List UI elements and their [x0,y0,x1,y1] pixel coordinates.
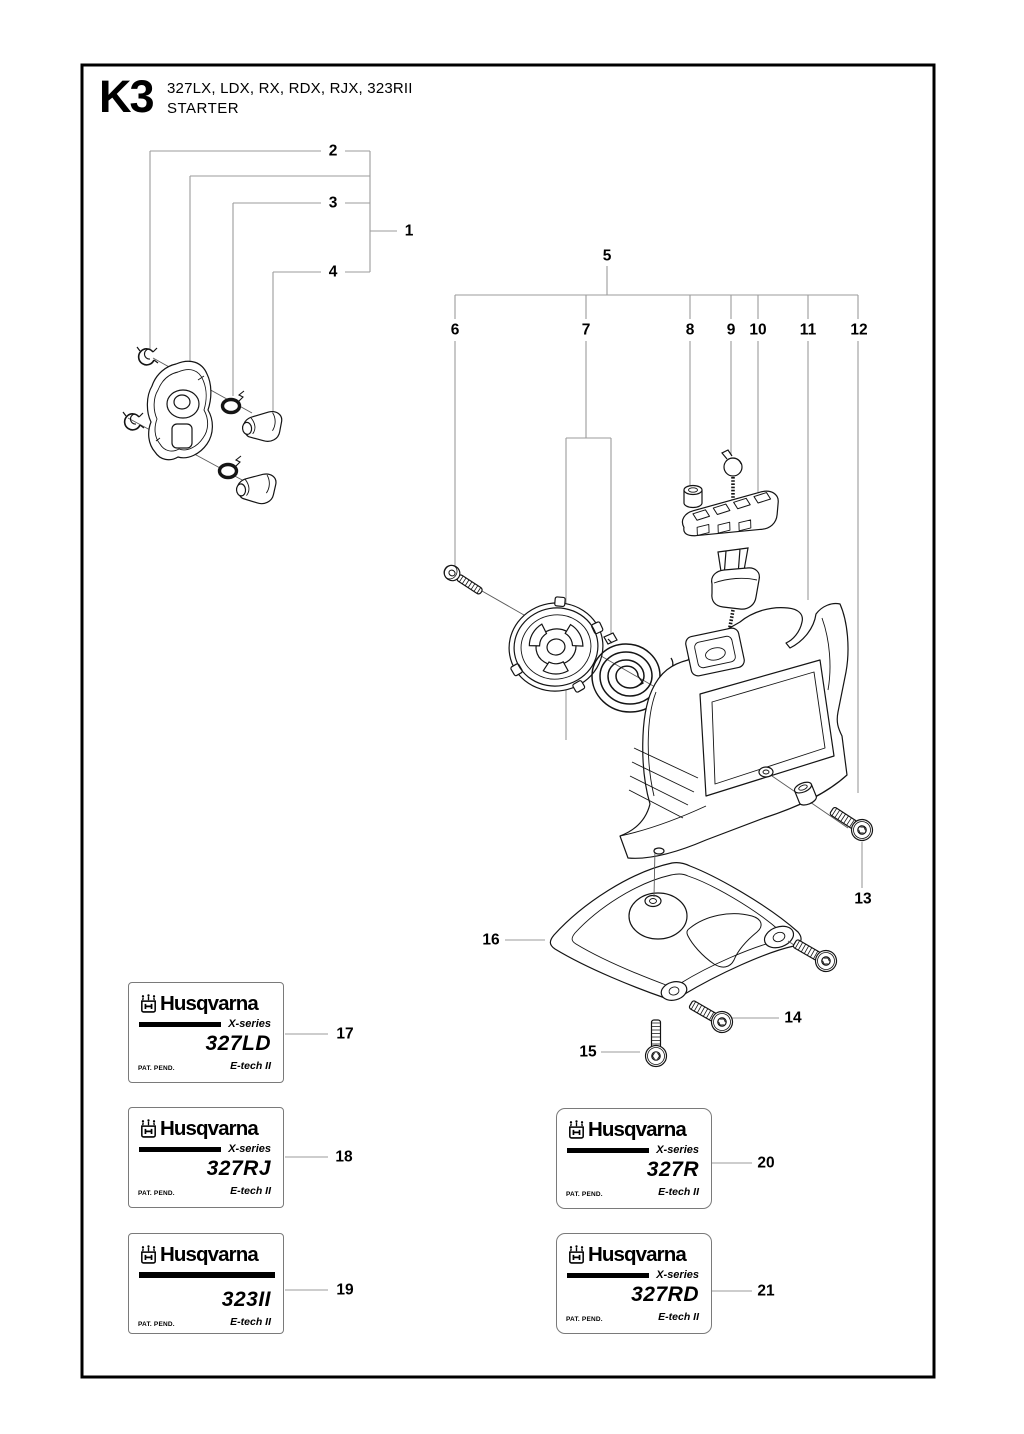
baseplate-screw-vertical [646,1020,667,1067]
decal-brand: Husqvarna [588,1118,686,1142]
decal-etech-text: E-tech II [230,1060,271,1073]
section-code: K3 [99,71,153,122]
callout-20: 20 [757,1154,775,1172]
baseplate-screw-lower [686,995,737,1036]
pulley-and-spring-group [441,562,688,712]
section-title: STARTER [167,100,240,117]
husqvarna-crown-icon [138,1245,159,1266]
decal-model: 327R [646,1158,699,1181]
decal-series-label: X-series [228,1143,271,1155]
callout-1: 1 [404,222,414,240]
decal-etech-text: E-tech II [230,1316,271,1329]
decal-patent-text: PAT. PEND. [138,1065,175,1073]
decal-brand: Husqvarna [588,1243,686,1267]
decal-patent-text: PAT. PEND. [138,1190,175,1198]
decal-series-label: X-series [228,1018,271,1030]
decal-footer [138,1185,274,1197]
starter-housing [620,603,877,858]
callout-9: 9 [726,321,736,339]
decal-patent-text: PAT. PEND. [138,1321,175,1329]
decal-brand: Husqvarna [160,1117,258,1141]
spring-clip [604,633,617,644]
decal-logo-row [138,1245,274,1266]
husqvarna-crown-icon [138,1119,159,1140]
decal-logo-row [566,1245,702,1266]
decal-logo-row [138,1119,274,1140]
callout-7: 7 [581,321,591,339]
decal-series-bar [139,1147,221,1152]
decal-etech-text: E-tech II [658,1311,699,1324]
starter-pulley [499,590,613,704]
starter-pawl-assembly [123,347,284,505]
decal-footer [566,1186,702,1198]
housing-screw [826,802,876,845]
grip-pommel [712,568,760,609]
decal-series-bar [139,1272,275,1278]
decal-327r [556,1108,712,1209]
callout-13: 13 [854,890,872,908]
decal-327ld [128,982,284,1083]
decal-series-label: X-series [656,1144,699,1156]
decal-series-row [138,1144,274,1155]
callout-2: 2 [328,142,338,160]
decal-etech-text: E-tech II [230,1185,271,1198]
callout-18: 18 [335,1148,353,1166]
decal-323ii [128,1233,284,1334]
decal-series-row [566,1145,702,1156]
decal-model: 327LD [205,1032,271,1055]
callout-3: 3 [328,194,338,212]
decal-patent-text: PAT. PEND. [566,1316,603,1324]
decal-footer [138,1316,274,1328]
baseplate-screw-right [790,934,841,975]
decal-patent-text: PAT. PEND. [566,1191,603,1199]
decal-series-bar [139,1022,221,1027]
decal-series-label: X-series [656,1269,699,1281]
decal-series-bar [567,1148,649,1153]
pulley-screw [441,562,485,598]
decal-model: 327RJ [206,1157,271,1180]
husqvarna-crown-icon [138,994,159,1015]
decal-model: 327RD [631,1283,699,1306]
decal-logo-row [138,994,274,1015]
callout-4: 4 [328,263,338,281]
pawl-carrier-plate [147,361,212,459]
decal-model: 323II [221,1288,271,1311]
rope-bushing [684,486,702,508]
callout-6: 6 [450,321,460,339]
decal-brand: Husqvarna [160,1243,258,1267]
model-list: 327LX, LDX, RX, RDX, RJX, 323RII [167,80,413,97]
callout-11: 11 [799,321,817,339]
decal-327rj [128,1107,284,1208]
husqvarna-crown-icon [566,1245,587,1266]
decal-327rd [556,1233,712,1334]
husqvarna-crown-icon [566,1120,587,1141]
decal-logo-row [566,1120,702,1141]
callout-12: 12 [850,321,868,339]
callout-10: 10 [749,321,767,339]
callout-16: 16 [482,931,500,949]
callout-15: 15 [579,1043,597,1061]
callout-5: 5 [602,247,612,265]
starter-baseplate-group [550,848,840,1067]
decal-footer [138,1060,274,1072]
decal-series-row [138,1270,274,1281]
decal-brand: Husqvarna [160,992,258,1016]
decal-series-row [566,1270,702,1281]
callout-21: 21 [757,1282,775,1300]
decal-etech-text: E-tech II [658,1186,699,1199]
decal-series-row [138,1019,274,1030]
callout-8: 8 [685,321,695,339]
callout-14: 14 [784,1009,802,1027]
callout-17: 17 [336,1025,354,1043]
decal-footer [566,1311,702,1323]
callout-19: 19 [336,1281,354,1299]
decal-series-bar [567,1273,649,1278]
